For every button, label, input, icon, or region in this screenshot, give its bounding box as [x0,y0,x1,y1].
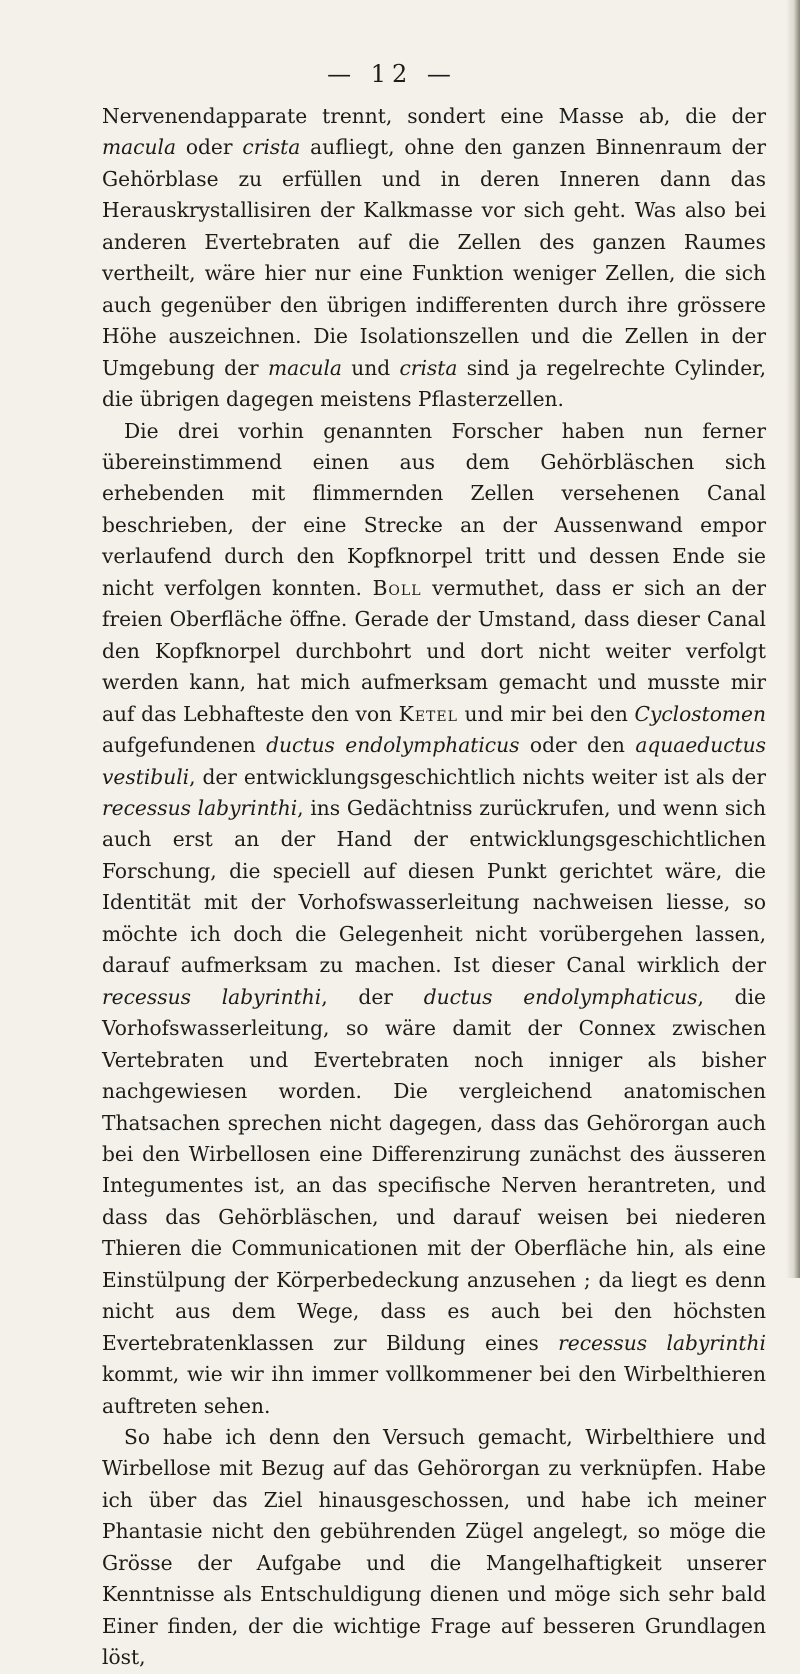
italic-term: ductus endolymphaticus [423,984,698,1009]
text-run: vermuthet, dass er sich an der freien Oberfläche öffne. Gerade der Umstand, dass dieser Canal den Kopfknorpel durchbohrt und dort nicht weiter verfolgt werden kann, hat mich aufmerksam gemacht und musste mir auf das Lebhafteste den von [102,575,766,726]
text-run: oder [175,135,243,160]
text-run: aufgefundenen [102,733,267,758]
paragraph [102,101,766,416]
text-run: und mir bei den [457,701,635,726]
author-name: Ketel [398,701,458,726]
text-run: , der entwicklungsgeschichtlich nichts weiter ist als der [189,764,766,789]
text-run: So habe ich denn den Versuch gemacht, Wirbelthiere und Wirbellose mit Bezug auf das Gehörorgan zu verknüpfen. Habe ich über das Ziel hinausgeschossen, und habe ich meiner Phantasie nicht den gebührenden Zügel angelegt, so möge die Grösse der Aufgabe und die Mangelhaftigkeit unserer Kenntnisse als Entschuldigung dienen und möge sich sehr bald Einer finden, der die wichtige Frage auf besseren Grundlagen löst, [102,1425,766,1670]
paragraph [102,1422,766,1674]
italic-term: macula [267,355,342,380]
text-run: , die Vorhofswasserleitung, so wäre damit der Connex zwischen Vertebraten und Evertebraten noch inniger als bisher nachgewiesen worden. Die vergleichend anatomischen Thatsachen sprechen nicht dagegen, dass das Gehörorgan auch bei den Wirbellosen eine Differenzirung zunächst des äusseren Integumentes ist, an das specifische Nerven herantreten, und dass das Gehörbläschen, und darauf weisen bei niederen Thieren die Communicationen mit der Oberfläche hin, als eine Einstülpung der Körperbedeckung anzusehen ; da liegt es denn nicht aus dem Wege, dass es auch bei den höchsten Evertebratenklassen zur Bildung eines [102,984,766,1355]
text-run: Nervenendapparate trennt, sondert eine Masse ab, die der [102,104,766,128]
italic-term: macula [102,135,176,160]
text-run: aufliegt, ohne den ganzen Binnenraum der Gehörblase zu erfüllen und in deren Inneren dann das Herauskrystallisiren der Kalkmasse vor sich geht. Was also bei anderen Evertebraten auf die Zellen des ganzen Raumes vertheilt, wäre hier nur eine Funktion weniger Zellen, die sich auch gegenüber den übrigen indifferenten durch ihre grössere Höhe auszeichnen. Die Isolationszellen und die Zellen in der Umgebung der [102,135,766,380]
text-run: , der [321,984,424,1009]
page-edge-shadow [786,0,800,1278]
italic-term: ductus endolymphaticus [266,733,520,758]
author-name: Boll [372,575,422,600]
paragraph [102,416,766,1423]
italic-term: recessus labyrinthi [102,984,322,1009]
text-run: , ins Gedächtniss zurückrufen, und wenn sich auch erst an der Hand der entwicklungsgeschichtlichen Forschung, die speciell auf diesen Punkt gerichtet wäre, die Identität mit der Vorhofswasserleitung nachweisen liesse, so möchte ich doch die Gelegenheit nicht vorübergehen lassen, darauf aufmerksam zu machen. Ist dieser Canal wirklich der [102,795,766,978]
italic-term: recessus labyrinthi [558,1330,766,1355]
text-run: kommt, wie wir ihn immer vollkommener bei den Wirbelthieren auftreten sehen. [102,1362,766,1418]
italic-term: recessus labyrinthi [102,795,298,820]
text-run: sind ja regelrechte Cylinder, die übrigen dagegen meistens Pflasterzellen. [102,355,766,412]
page-number: — 12 — [327,60,457,88]
italic-term: crista [242,135,301,160]
italic-term: Cyclostomen [634,701,766,726]
italic-term: aquaeductus vestibuli [102,733,766,789]
body-text [102,101,766,1674]
italic-term: crista [399,355,458,380]
text-run: und [341,355,400,380]
text-run: oder den [519,733,636,758]
text-run: Die drei vorhin genannten Forscher haben nun ferner übereinstimmend einen aus dem Gehörbläschen sich erhebenden mit flimmernden Zellen versehenen Canal beschrieben, der eine Strecke an der Aussenwand empor verlaufend durch den Kopfknorpel tritt und dessen Ende sie nicht verfolgen konnten. [102,418,766,600]
